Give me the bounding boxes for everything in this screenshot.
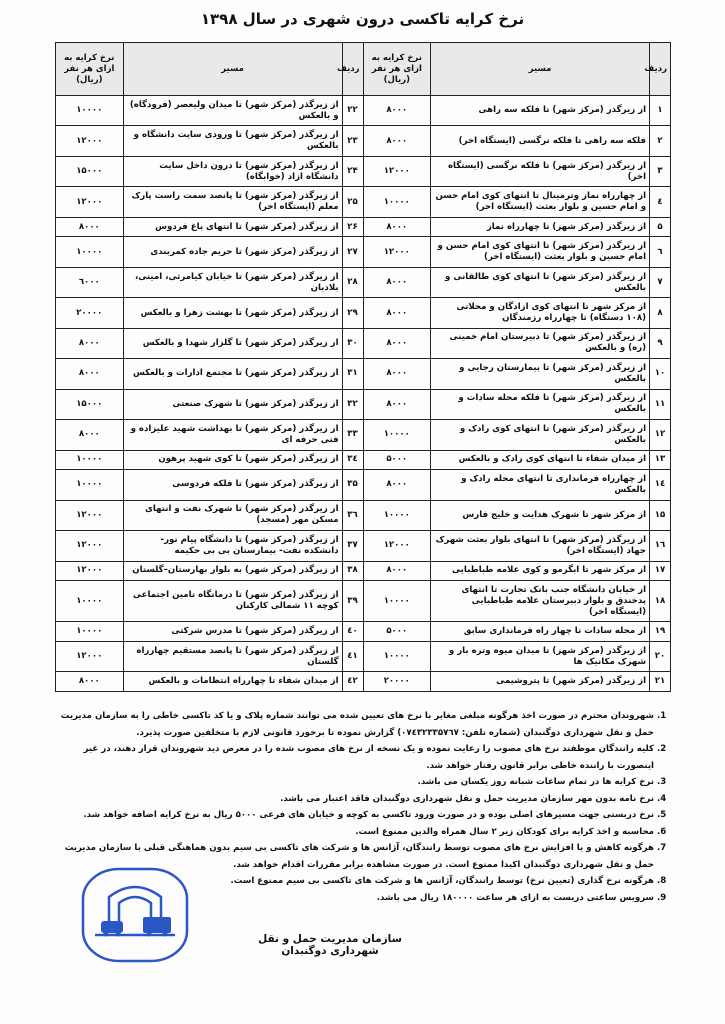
row-index-right: ۹ — [650, 328, 671, 358]
document-title: نرخ کرایه تاکسی درون شهری در سال ۱۳۹۸ — [200, 10, 525, 28]
row-index-right: ۷ — [650, 267, 671, 297]
header-route-right: مسیر — [431, 43, 650, 96]
row-fare-left: ۱۲۰۰۰ — [56, 561, 124, 580]
row-fare-right: ۸۰۰۰ — [363, 126, 431, 156]
row-route-left: از زیرگذر (مرکز شهر) تا مدرس شرکتی — [123, 622, 342, 641]
row-fare-left: ۱۵۰۰۰ — [56, 156, 124, 186]
fare-table-body — [56, 96, 671, 692]
row-route-left: از زیرگذر (مرکز شهر) تا میدان ولیعصر (فرودگاه) و بالعکس — [123, 96, 342, 126]
row-route-right: از زیرگذر (مرکز شهر) تا فلکه نرگسی (ایستگاه اخر) — [431, 156, 650, 186]
row-route-right: فلکه سه راهی تا فلکه نرگسی (ایستگاه اخر) — [431, 126, 650, 156]
row-index-left: ۳۵ — [342, 470, 363, 500]
row-fare-right: ۸۰۰۰ — [363, 96, 431, 126]
table-row — [56, 622, 671, 641]
note-item: 5. نرخ دربستی جهت مسیرهای اصلی بوده و در صورت ورود تاکسی به کوچه و خیابان های فرعی ۵۰۰۰ ریال به نرخ کرایه اضافه خواهد شد. — [60, 807, 654, 824]
table-row — [56, 641, 671, 671]
row-fare-left: ۱۲۰۰۰ — [56, 126, 124, 156]
row-index-left: ۳٦ — [342, 500, 363, 530]
table-row — [56, 450, 671, 469]
note-item: 4. نرخ نامه بدون مهر سازمان مدیریت حمل و نقل شهرداری دوگنبدان فاقد اعتبار می باشد. — [60, 791, 654, 808]
table-row — [56, 96, 671, 126]
table-header-row — [56, 43, 671, 96]
row-route-right: از زیرگذر (مرکز شهر) تا بیمارستان رجایی و بالعکس — [431, 359, 650, 389]
header-index-left: ردیف — [342, 43, 363, 96]
row-route-left: از زیرگذر (مرکز شهر) تا پانصد سمت راست پارک معلم (ایستگاه اخر) — [123, 187, 342, 217]
row-fare-right: ۱۰۰۰۰ — [363, 187, 431, 217]
row-route-right: از زیرگذر (مرکز شهر) تا انتهای کوی امام حسن و امام حسین و بلوار بعثت (ایستگاه اخر) — [431, 237, 650, 267]
row-fare-right: ۵۰۰۰ — [363, 622, 431, 641]
row-route-left: از زیرگذر (مرکز شهر) تا پانصد مستقیم چهارراه گلستان — [123, 641, 342, 671]
row-index-left: ٤۰ — [342, 622, 363, 641]
row-fare-right: ۸۰۰۰ — [363, 470, 431, 500]
row-route-right: از مرکز شهر تا شهرک هدایت و خلیج فارس — [431, 500, 650, 530]
row-fare-left: ۲۰۰۰۰ — [56, 298, 124, 328]
row-route-left: از زیرگذر (مرکز شهر) تا بهداشت شهید علیزاده و فنی حرفه ای — [123, 420, 342, 450]
row-index-left: ۳۷ — [342, 531, 363, 561]
row-route-left: از زیرگذر (مرکز شهر) تا مجتمع ادارات و بالعکس — [123, 359, 342, 389]
row-index-left: ۳۳ — [342, 420, 363, 450]
row-index-right: ۱۵ — [650, 500, 671, 530]
row-route-left: از زیرگذر (مرکز شهر) تا انتهای باغ فردوس — [123, 217, 342, 236]
table-row — [56, 672, 671, 691]
row-route-right: از زیرگذر (مرکز شهر) تا انتهای کوی رادک و بالعکس — [431, 420, 650, 450]
row-index-left: ۲۶ — [342, 217, 363, 236]
row-index-right: ۱۳ — [650, 450, 671, 469]
row-fare-left: ۱۲۰۰۰ — [56, 531, 124, 561]
row-index-right: ۳ — [650, 156, 671, 186]
row-fare-left: ۱۰۰۰۰ — [56, 237, 124, 267]
row-index-right: ۲۱ — [650, 672, 671, 691]
row-fare-right: ۸۰۰۰ — [363, 267, 431, 297]
note-item: 1. شهروندان محترم در صورت اخذ هرگونه مبلغی مغایر با نرخ های تعیین شده می توانند شماره پلاک و یا کد تاکسی خاطی را به سازمان مدیریت حمل و نقل شهرداری دوگنبدان (شماره تلفن: ۰۷٤۳۲۳۳۵۷٦۷) گزارش نموده تا برخورد قانونی لازم با متخلفین صورت پذیرد. — [60, 708, 654, 741]
table-row — [56, 298, 671, 328]
row-fare-right: ۵۰۰۰ — [363, 450, 431, 469]
table-row — [56, 359, 671, 389]
signature: سازمان مدیریت حمل و نقل شهرداری دوگنبدان — [258, 933, 402, 957]
row-route-right: از محله سادات تا چهار راه فرمانداری سابق — [431, 622, 650, 641]
table-row — [56, 156, 671, 186]
row-route-left: از زیرگذر (مرکز شهر) تا گلزار شهدا و بالعکس — [123, 328, 342, 358]
row-route-left: از زیرگذر (مرکز شهر) تا خیابان کیامرثی، امینی، بلادیان — [123, 267, 342, 297]
row-route-left: از زیرگذر (مرکز شهر) تا شهرک صنعتی — [123, 389, 342, 419]
row-route-right: از زیرگذر (مرکز شهر) تا پتروشیمی — [431, 672, 650, 691]
row-index-left: ۳۱ — [342, 359, 363, 389]
row-route-left: از زیرگذر (مرکز شهر) به بلوار بهارستان–گلستان — [123, 561, 342, 580]
row-fare-left: ۱۰۰۰۰ — [56, 580, 124, 621]
row-route-right: از زیرگذر (مرکز شهر) تا دبیرستان امام خمینی (ره) و بالعکس — [431, 328, 650, 358]
row-index-left: ٤۲ — [342, 672, 363, 691]
table-row — [56, 470, 671, 500]
row-route-left: از زیرگذر (مرکز شهر) تا درون داخل سایت دانشگاه ازاد (خوابگاه) — [123, 156, 342, 186]
row-route-right: از زیرگذر (مرکز شهر) تا میدان میوه وتره بار و شهرک مکانیک ها — [431, 641, 650, 671]
row-index-left: ۳۲ — [342, 389, 363, 419]
row-index-right: ۱۸ — [650, 580, 671, 621]
row-route-right: از میدان شفاء تا انتهای کوی رادک و بالعکس — [431, 450, 650, 469]
row-route-right: از زیرگذر (مرکز شهر) تا فلکه سه راهی — [431, 96, 650, 126]
row-index-left: ۳۹ — [342, 580, 363, 621]
row-fare-right: ۸۰۰۰ — [363, 328, 431, 358]
row-fare-left: ۸۰۰۰ — [56, 420, 124, 450]
row-fare-left: ۱۰۰۰۰ — [56, 470, 124, 500]
table-row — [56, 561, 671, 580]
row-route-right: از چهارراه نماز وترمینال تا انتهای کوی امام حسن و امام حسین و بلوار بعثت (ایستگاه اخر) — [431, 187, 650, 217]
row-fare-right: ۱۲۰۰۰ — [363, 156, 431, 186]
row-index-left: ٤۱ — [342, 641, 363, 671]
row-index-right: ٦ — [650, 237, 671, 267]
row-index-right: ۱۰ — [650, 359, 671, 389]
row-index-left: ۲۵ — [342, 187, 363, 217]
row-route-left: از زیرگذر (مرکز شهر) تا دانشگاه پیام نور- دانشکده نفت- بیمارستان بی بی حکیمه — [123, 531, 342, 561]
row-route-right: از مرکز شهر تا انتهای کوی ازادگان و محلاتی (۱۰۸ دستگاه) تا چهارراه رزمندگان — [431, 298, 650, 328]
row-fare-right: ۸۰۰۰ — [363, 298, 431, 328]
row-index-right: ۱٦ — [650, 531, 671, 561]
header-index-right: ردیف — [650, 43, 671, 96]
row-fare-left: ۱۲۰۰۰ — [56, 500, 124, 530]
row-route-right: از زیرگذر (مرکز شهر) تا چهارراه نماز — [431, 217, 650, 236]
row-index-left: ۳۰ — [342, 328, 363, 358]
row-index-left: ۲۸ — [342, 267, 363, 297]
row-route-left: از زیرگذر (مرکز شهر) تا ورودی سایت دانشگاه و بالعکس — [123, 126, 342, 156]
row-fare-right: ۱۲۰۰۰ — [363, 237, 431, 267]
row-fare-left: ۱۰۰۰۰ — [56, 96, 124, 126]
row-fare-right: ۱۰۰۰۰ — [363, 641, 431, 671]
table-row — [56, 237, 671, 267]
row-route-right: از خیابان دانشگاه جنب بانک تجارت تا انتهای پدخندق و بلوار دبیرستان علامه طباطبایی (ایستگاه اخر) — [431, 580, 650, 621]
row-fare-right: ۸۰۰۰ — [363, 217, 431, 236]
row-route-right: از زیرگذر (مرکز شهر) تا فلکه محله سادات و بالعکس — [431, 389, 650, 419]
row-fare-right: ۸۰۰۰ — [363, 389, 431, 419]
row-index-right: ۱ — [650, 96, 671, 126]
row-fare-right: ۲۰۰۰۰ — [363, 672, 431, 691]
row-route-right: از مرکز شهر تا ابگرمو و کوی علامه طباطبایی — [431, 561, 650, 580]
row-route-right: از چهارراه فرمانداری تا انتهای محله رادک و بالعکس — [431, 470, 650, 500]
organization-logo-stamp — [75, 865, 195, 973]
note-item: 3. نرخ کرایه ها در تمام ساعات شبانه روز یکسان می باشد. — [60, 774, 654, 791]
row-fare-left: ۱۰۰۰۰ — [56, 450, 124, 469]
row-index-right: ۲ — [650, 126, 671, 156]
row-index-left: ۲۹ — [342, 298, 363, 328]
table-row — [56, 187, 671, 217]
fare-table — [55, 42, 671, 692]
note-item: 2. کلیه رانندگان موظفند نرخ های مصوب را رعایت نموده و یک نسخه از نرخ های مصوب شده را در معرض دید شهروندان قرار دهند، در غیر اینصورت با راننده خاطی برابر قانون رفتار خواهد شد. — [60, 741, 654, 774]
row-route-left: از زیرگذر (مرکز شهر) تا بهشت زهرا و بالعکس — [123, 298, 342, 328]
row-route-right: از زیرگذر (مرکز شهر) تا انتهای کوی طالقانی و بالعکس — [431, 267, 650, 297]
table-row — [56, 126, 671, 156]
header-route-left: مسیر — [123, 43, 342, 96]
table-row — [56, 389, 671, 419]
row-index-right: ۲۰ — [650, 641, 671, 671]
row-route-right: از زیرگذر (مرکز شهر) تا انتهای بلوار بعثت شهرک جهاد (ایستگاه اخر) — [431, 531, 650, 561]
row-index-left: ۲۷ — [342, 237, 363, 267]
row-fare-left: ۱۲۰۰۰ — [56, 641, 124, 671]
row-index-right: ۱۲ — [650, 420, 671, 450]
row-index-left: ۲۴ — [342, 156, 363, 186]
row-fare-left: ۸۰۰۰ — [56, 217, 124, 236]
row-fare-left: ٦۰۰۰ — [56, 267, 124, 297]
row-index-right: ٤ — [650, 187, 671, 217]
row-fare-right: ۸۰۰۰ — [363, 359, 431, 389]
row-index-right: ۵ — [650, 217, 671, 236]
row-fare-right: ۱۲۰۰۰ — [363, 531, 431, 561]
row-index-right: ۱٤ — [650, 470, 671, 500]
table-row — [56, 531, 671, 561]
table-row — [56, 328, 671, 358]
note-item: 7. هرگونه کاهش و یا افزایش نرخ های مصوب توسط رانندگان، آژانس ها و شرکت های تاکسی بی سیم بدون هماهنگی قبلی با سازمان مدیریت حمل و نقل شهرداری دوگنبدان اکیدا ممنوع است. در صورت مشاهده برابر مقررات اقدام خواهد شد. — [60, 840, 654, 873]
header-fare-right: نرخ کرایه به ازای هر نفر (ریال) — [363, 43, 431, 96]
table-row — [56, 580, 671, 621]
table-row — [56, 500, 671, 530]
row-fare-right: ۱۰۰۰۰ — [363, 580, 431, 621]
note-item: 8. هرگونه نرخ گذاری (تعیین نرخ) توسط رانندگان، آژانس ها و شرکت های تاکسی بی سیم ممنوع است. — [60, 873, 654, 890]
row-route-left: از میدان شفاء تا چهارراه انتظامات و بالعکس — [123, 672, 342, 691]
row-route-left: از زیرگذر (مرکز شهر) تا شهرک نفت و انتهای مسکن مهر (مسجد) — [123, 500, 342, 530]
row-index-right: ۱۹ — [650, 622, 671, 641]
row-fare-right: ۱۰۰۰۰ — [363, 500, 431, 530]
row-index-left: ۲۳ — [342, 126, 363, 156]
header-fare-left: نرخ کرایه به ازای هر نفر (ریال) — [56, 43, 124, 96]
row-route-left: از زیرگذر (مرکز شهر) تا حریم جاده کمربندی — [123, 237, 342, 267]
row-route-left: از زیرگذر (مرکز شهر) تا درمانگاه تامین اجتماعی کوچه ۱۱ شمالی کارکنان — [123, 580, 342, 621]
row-fare-left: ۱۰۰۰۰ — [56, 622, 124, 641]
row-fare-left: ۱۵۰۰۰ — [56, 389, 124, 419]
row-fare-right: ۸۰۰۰ — [363, 561, 431, 580]
row-index-left: ۲۲ — [342, 96, 363, 126]
row-route-left: از زیرگذر (مرکز شهر) تا کوی شهید پرهون — [123, 450, 342, 469]
row-fare-left: ۸۰۰۰ — [56, 328, 124, 358]
row-index-right: ۱۱ — [650, 389, 671, 419]
table-row — [56, 267, 671, 297]
row-route-left: از زیرگذر (مرکز شهر) تا فلکه فردوسی — [123, 470, 342, 500]
row-fare-left: ۸۰۰۰ — [56, 672, 124, 691]
row-fare-left: ۱۲۰۰۰ — [56, 187, 124, 217]
row-index-right: ۸ — [650, 298, 671, 328]
note-item: 6. محاسبه و اخذ کرایه برای کودکان زیر ۲ سال همراه والدین ممنوع است. — [60, 824, 654, 841]
row-index-left: ۳٤ — [342, 450, 363, 469]
note-item: 9. سرویس ساعتی دربست به ازای هر ساعت ۱۸۰۰۰۰ ریال می باشد. — [60, 890, 654, 907]
row-index-left: ۳۸ — [342, 561, 363, 580]
table-row — [56, 420, 671, 450]
row-fare-right: ۱۰۰۰۰ — [363, 420, 431, 450]
row-index-right: ۱۷ — [650, 561, 671, 580]
table-row — [56, 217, 671, 236]
row-fare-left: ۸۰۰۰ — [56, 359, 124, 389]
